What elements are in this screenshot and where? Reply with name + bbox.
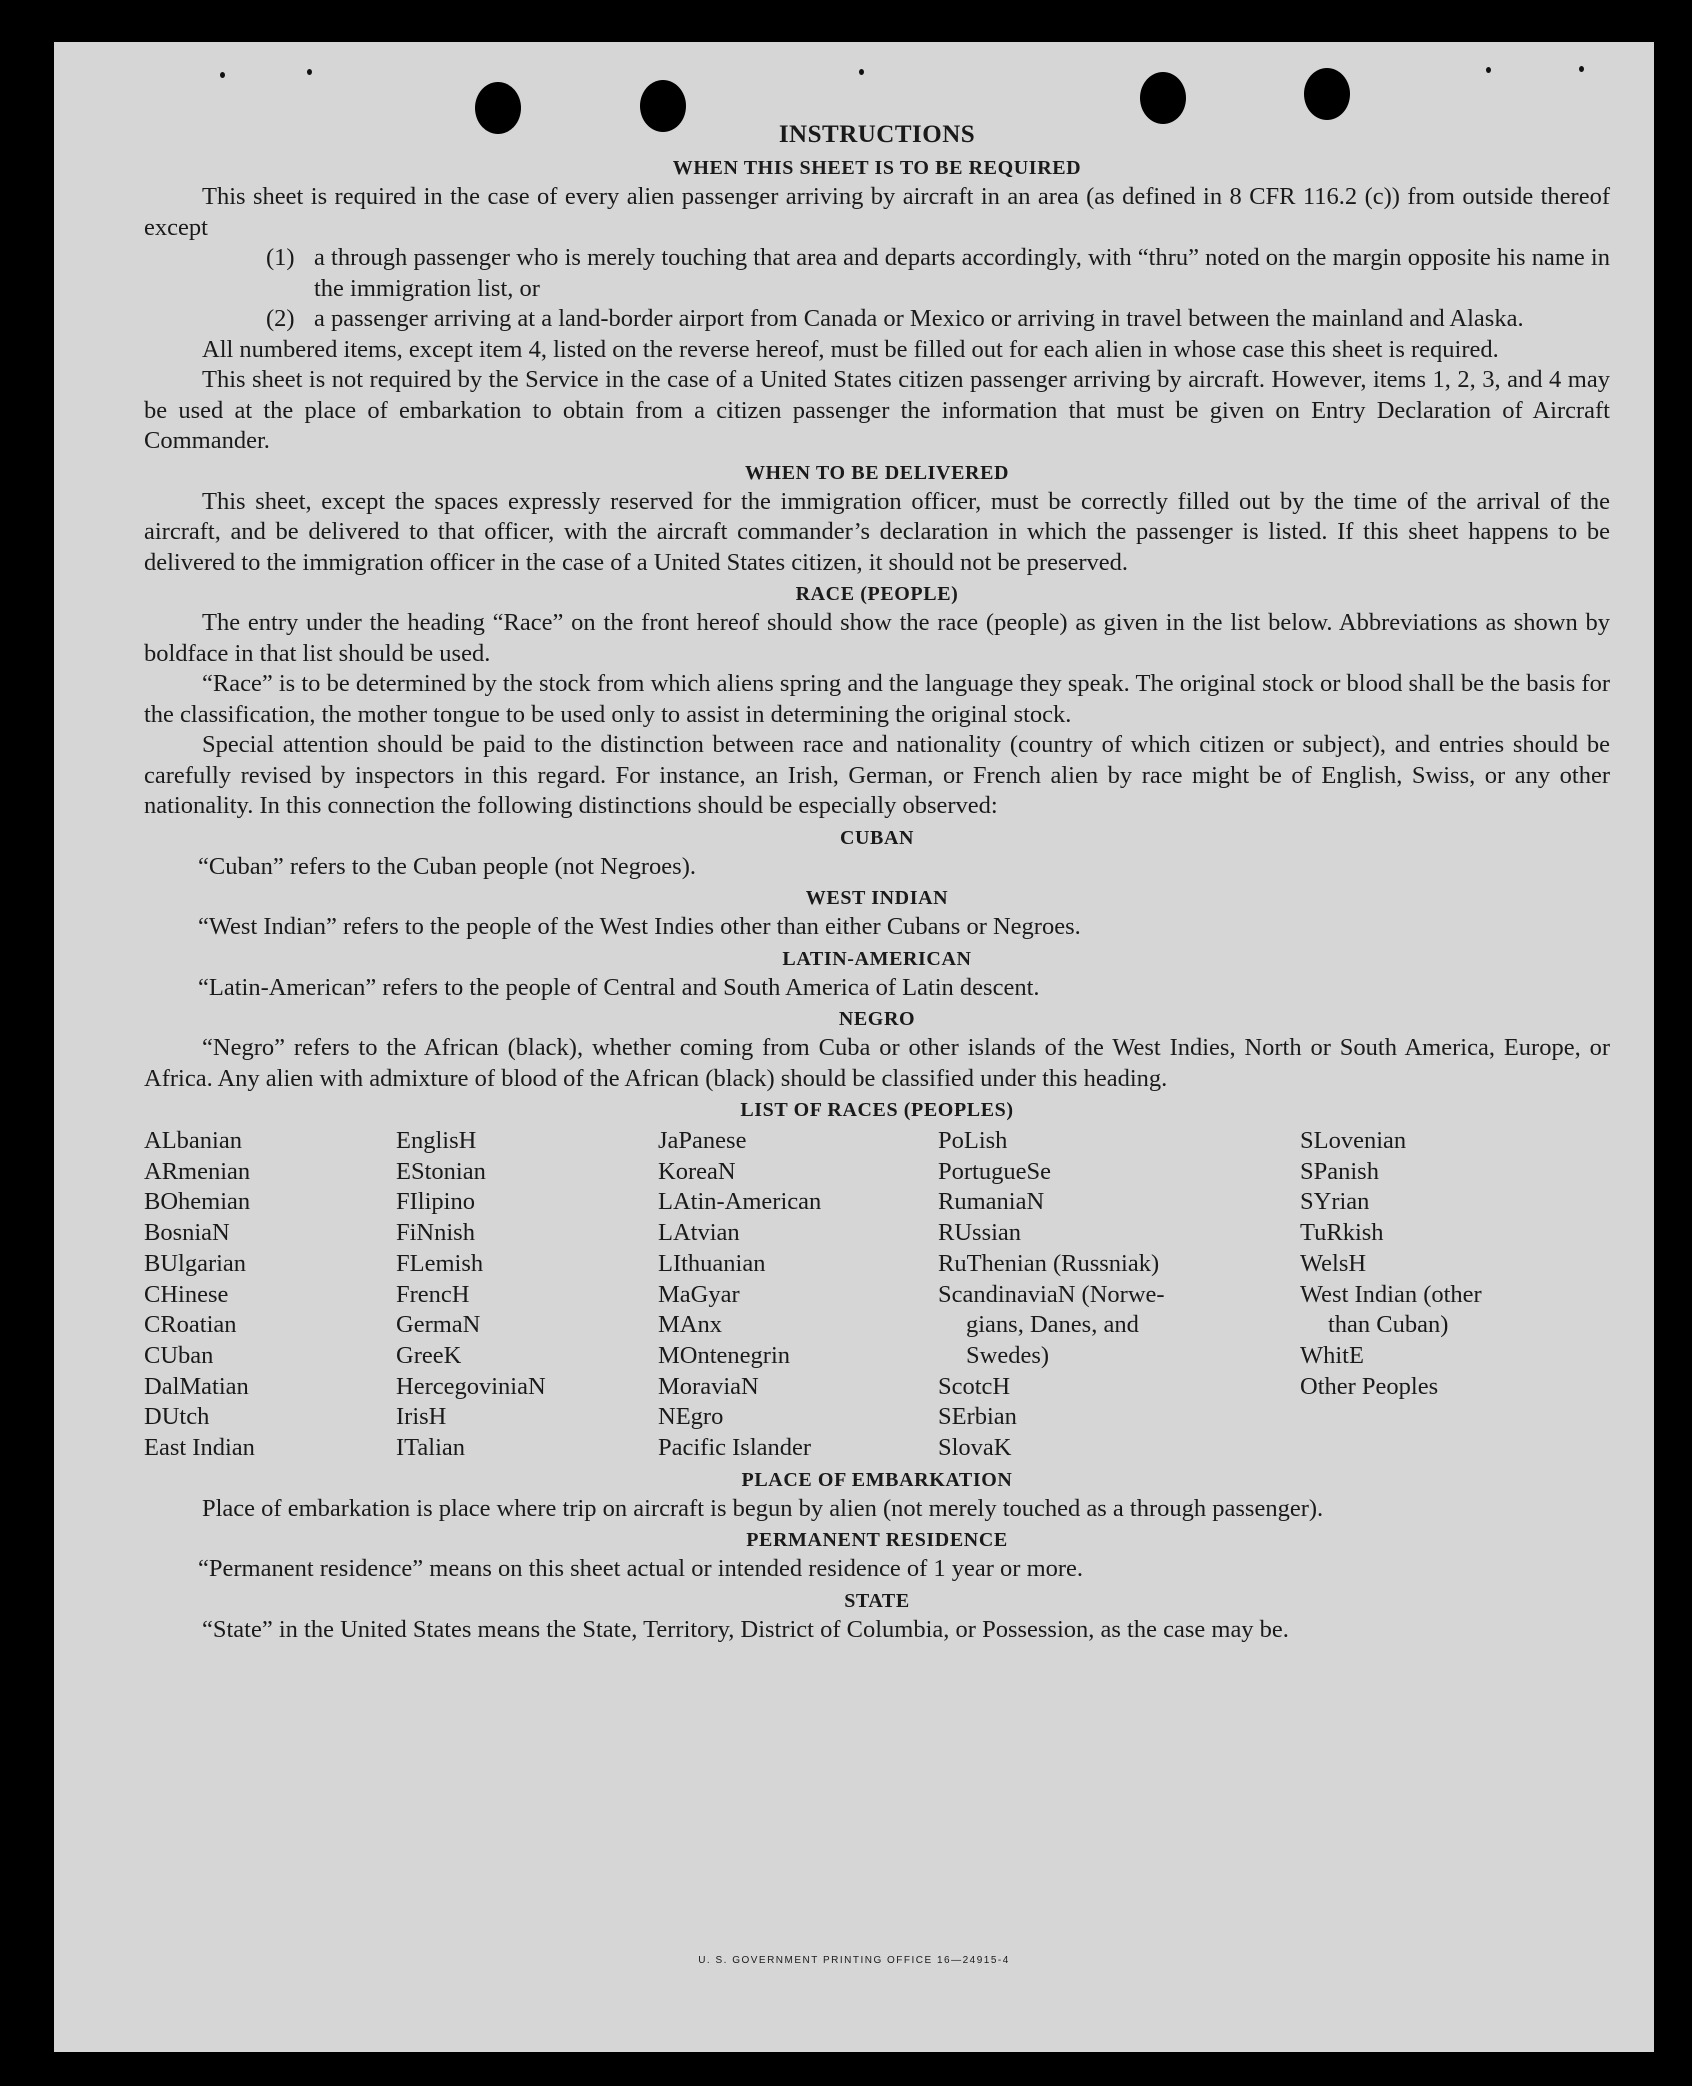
- section-heading-list-of-races: LIST OF RACES (PEOPLES): [740, 1099, 1014, 1121]
- race-item: SErbian: [938, 1403, 1017, 1431]
- printer-imprint: U. S. GOVERNMENT PRINTING OFFICE 16—24915-4: [698, 1955, 1010, 1966]
- race-item: Swedes): [966, 1341, 1050, 1369]
- item-number: (2): [266, 305, 295, 332]
- document-sheet: [54, 42, 1654, 2052]
- race-item: IrisH: [396, 1403, 447, 1431]
- section-heading-race: RACE (PEOPLE): [795, 583, 959, 605]
- speck: [220, 72, 225, 78]
- race-item: EStonian: [396, 1157, 486, 1185]
- section-heading-when-delivered: WHEN TO BE DELIVERED: [744, 461, 1010, 484]
- section-heading-permanent-residence: PERMANENT RESIDENCE: [746, 1529, 1008, 1552]
- race-item: JaPanese: [658, 1127, 747, 1154]
- race-item: FIlipino: [396, 1188, 475, 1216]
- race-item: SPanish: [1300, 1157, 1379, 1185]
- race-item: PortugueSe: [938, 1157, 1051, 1185]
- race-item: MaGyar: [658, 1280, 740, 1308]
- paragraph: All numbered items, except item 4, listed on the reverse hereof, must be filled out for each alien in whose case this sheet is required.: [202, 335, 1499, 363]
- race-item: ALbanian: [144, 1127, 242, 1154]
- punch-hole: [1304, 68, 1350, 120]
- race-item: BOhemian: [144, 1188, 251, 1216]
- race-item: West Indian (other: [1300, 1280, 1482, 1308]
- race-item: MoraviaN: [658, 1372, 759, 1400]
- race-item: FLemish: [396, 1249, 484, 1277]
- race-item: LIthuanian: [658, 1249, 766, 1277]
- race-item: MAnx: [658, 1311, 722, 1339]
- speck: [859, 69, 864, 75]
- paragraph: This sheet is not required by the Service in the case of a United States citizen passenger arriving by aircraft. However, items 1, 2, 3, and 4 may be used at the place of embarkation to obtain from a citizen passenger the information that must be given on Entry Declaration of Aircraft Commander.: [144, 366, 1610, 454]
- race-item: ITalian: [396, 1434, 466, 1462]
- race-item: RUssian: [938, 1219, 1022, 1247]
- race-item: BosniaN: [144, 1219, 230, 1247]
- race-item: KoreaN: [658, 1157, 736, 1185]
- item-text: a through passenger who is merely touching that area and departs accordingly, with “thru” noted on the margin opposite his name in the immigration list, or: [314, 244, 1610, 302]
- section-heading-embarkation: PLACE OF EMBARKATION: [741, 1468, 1013, 1491]
- speck: [1486, 67, 1491, 73]
- race-column: [658, 1126, 938, 1464]
- race-item: WelsH: [1300, 1249, 1367, 1277]
- race-item: HercegoviniaN: [396, 1372, 546, 1400]
- race-column: [144, 1126, 396, 1464]
- paragraph: “Race” is to be determined by the stock from which aliens spring and the language they speak. The original stock or blood shall be the basis for the classification, the mother tongue to be used only to assist in determining the original stock.: [144, 670, 1610, 728]
- race-item: GermaN: [396, 1311, 481, 1339]
- race-item: SYrian: [1300, 1188, 1370, 1216]
- instructions-body: [144, 118, 1610, 1645]
- page-title: INSTRUCTIONS: [778, 121, 976, 148]
- section-heading-cuban: CUBAN: [839, 826, 915, 849]
- race-item: ScotcH: [938, 1372, 1011, 1400]
- race-item: LAtvian: [658, 1219, 740, 1247]
- paragraph: “Cuban” refers to the Cuban people (not Negroes).: [198, 852, 696, 880]
- race-column: [1300, 1126, 1550, 1464]
- section-heading-west-indian: WEST INDIAN: [805, 887, 949, 909]
- race-item: CHinese: [144, 1280, 229, 1308]
- item-text: a passenger arriving at a land-border airport from Canada or Mexico or arriving in travel between the mainland and Alaska.: [314, 305, 1524, 332]
- race-item: Pacific Islander: [658, 1434, 812, 1462]
- race-item: DalMatian: [144, 1372, 249, 1400]
- race-item: DUtch: [144, 1403, 210, 1431]
- speck: [307, 69, 312, 75]
- race-item: MOntenegrin: [658, 1341, 790, 1369]
- section-heading-state: STATE: [844, 1589, 910, 1612]
- section-heading-negro: NEGRO: [838, 1008, 916, 1030]
- paragraph: “West Indian” refers to the people of the West Indies other than either Cubans or Negroes.: [198, 913, 1081, 940]
- punch-hole: [1140, 72, 1186, 124]
- race-item: GreeK: [396, 1341, 462, 1369]
- race-item: EnglisH: [396, 1127, 477, 1154]
- paragraph: “Latin-American” refers to the people of Central and South America of Latin descent.: [198, 973, 1040, 1001]
- race-item: WhitE: [1300, 1341, 1364, 1369]
- paragraph: This sheet is required in the case of every alien passenger arriving by aircraft in an area (as defined in 8 CFR 116.2 (c)) from outside thereof except: [144, 183, 1610, 241]
- race-item: SLovenian: [1300, 1127, 1407, 1154]
- race-item: ARmenian: [144, 1157, 251, 1185]
- race-item: FrencH: [396, 1280, 470, 1308]
- race-item: TuRkish: [1300, 1219, 1384, 1247]
- paragraph: “Permanent residence” means on this sheet actual or intended residence of 1 year or more.: [198, 1555, 1084, 1583]
- race-item: RuThenian (Russniak): [938, 1249, 1160, 1277]
- speck: [1579, 66, 1584, 72]
- exception-item: [144, 243, 1610, 304]
- paragraph: Place of embarkation is place where trip on aircraft is begun by alien (not merely touched as a through passenger).: [202, 1494, 1324, 1522]
- race-item: CUban: [144, 1341, 214, 1369]
- race-item: BUlgarian: [144, 1249, 247, 1277]
- race-item: LAtin-American: [658, 1188, 822, 1216]
- race-column: [396, 1126, 658, 1464]
- item-number: (1): [266, 244, 295, 271]
- section-heading-when-required: WHEN THIS SHEET IS TO BE REQUIRED: [672, 157, 1082, 179]
- paragraph: The entry under the heading “Race” on the front hereof should show the race (people) as given in the list below. Abbreviations as shown by boldface in that list should be used.: [144, 609, 1610, 667]
- race-item: NEgro: [658, 1403, 724, 1431]
- paragraph: “State” in the United States means the State, Territory, District of Columbia, or Possession, as the case may be.: [202, 1615, 1289, 1643]
- race-item: CRoatian: [144, 1311, 237, 1339]
- race-item: RumaniaN: [938, 1188, 1045, 1216]
- race-item: PoLish: [938, 1127, 1008, 1154]
- race-item: Other Peoples: [1300, 1372, 1439, 1400]
- race-item: than Cuban): [1328, 1311, 1449, 1339]
- race-item: East Indian: [144, 1434, 255, 1462]
- section-heading-latin-american: LATIN-AMERICAN: [782, 947, 972, 970]
- race-item: gians, Danes, and: [966, 1311, 1139, 1339]
- paragraph: Special attention should be paid to the distinction between race and nationality (country of which citizen or subject), and entries should be carefully revised by inspectors in this regard. For instance, an Irish, German, or French alien by race might be of English, Swiss, or any other nationality. In this connection the following distinctions should be especially observed:: [144, 731, 1610, 819]
- race-column: [938, 1126, 1300, 1464]
- paragraph: “Negro” refers to the African (black), whether coming from Cuba or other islands of the West Indies, North or South America, Europe, or Africa. Any alien with admixture of blood of the African (black) should be classified under this heading.: [144, 1034, 1610, 1092]
- race-item: FiNnish: [396, 1219, 475, 1247]
- race-item: SlovaK: [938, 1434, 1012, 1462]
- race-item: ScandinaviaN (Norwe-: [938, 1280, 1165, 1308]
- race-list: [144, 1126, 1610, 1464]
- paragraph: This sheet, except the spaces expressly reserved for the immigration officer, must be correctly filled out by the time of the arrival of the aircraft, and be delivered to that officer, with the aircraft commander’s declaration in which the passenger is listed. If this sheet happens to be delivered to the immigration officer in the case of a United States citizen, it should not be preserved.: [144, 487, 1610, 576]
- exception-item: [144, 304, 1610, 335]
